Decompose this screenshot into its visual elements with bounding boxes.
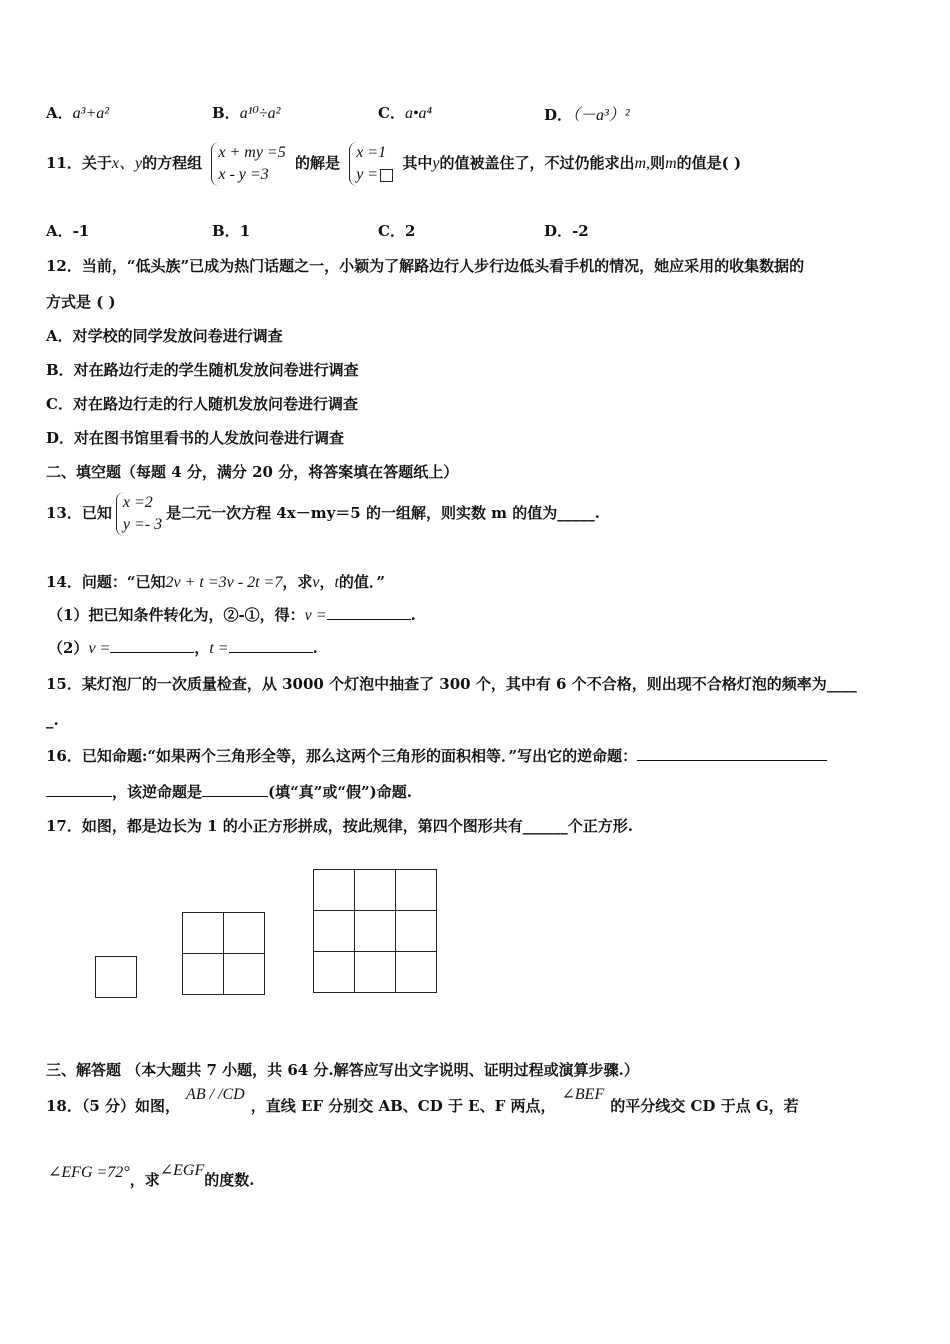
q11-question: 11．关于x、y的方程组 x + my =5 x - y =3 的解是 x =1 y = 其中y的值被盖住了，不过仍能求出m,则m的值是( ) bbox=[46, 138, 741, 189]
q14-blank1 bbox=[327, 605, 411, 620]
q14-blank3 bbox=[229, 638, 313, 653]
q14-blank2 bbox=[110, 638, 194, 653]
q16-blank2 bbox=[46, 782, 112, 797]
q18-line1: 18．（5 分）如图，AB / /CD，直线 EF 分别交 AB、CD 于 E、F 两点，∠BEF的平分线交 CD 于点 G，若 bbox=[46, 1086, 799, 1115]
q16-line2: ，该逆命题是 (填“真”或“假”)命题. bbox=[46, 782, 412, 802]
q12-option-d: D．对在图书馆里看书的人发放问卷进行调查 bbox=[46, 429, 345, 447]
covered-box bbox=[380, 169, 393, 182]
q10-option-c: C．a•a⁴ bbox=[378, 104, 433, 122]
q17-question: 17．如图，都是边长为 1 的小正方形拼成，按此规律，第四个图形共有______个正方形. bbox=[46, 817, 633, 835]
figure-3x3 bbox=[313, 869, 437, 993]
q11-option-c: C．2 bbox=[378, 222, 416, 240]
q14-question: 14．问题：“已知2v + t =3v - 2t =7，求v，t的值．” bbox=[46, 573, 386, 591]
q18-line2: ∠EFG =72°，求∠EGF的度数. bbox=[48, 1162, 255, 1189]
section3-heading: 三、解答题 （本大题共 7 小题，共 64 分.解答应写出文字说明、证明过程或演算步骤.） bbox=[46, 1061, 639, 1079]
q11-option-d: D．-2 bbox=[544, 222, 589, 240]
q11-option-a: A．-1 bbox=[46, 222, 90, 240]
figure-1x1 bbox=[95, 956, 137, 998]
q10-option-a: A．a³+a² bbox=[46, 104, 110, 122]
q12-line1: 12．当前，“低头族”已成为热门话题之一，小颖为了解路边行人步行边低头看手机的情况，她应采用的收集数据的 bbox=[46, 257, 805, 275]
q11-equation-system: x + my =5 x - y =3 bbox=[211, 142, 285, 186]
q10-option-b: B．a¹⁰÷a² bbox=[212, 104, 281, 122]
q10-option-d: D．（－a³）² bbox=[544, 106, 630, 124]
q12-option-a: A．对学校的同学发放问卷进行调查 bbox=[46, 327, 283, 345]
q16-blank1 bbox=[637, 746, 827, 761]
q15-line1: 15．某灯泡厂的一次质量检查，从 3000 个灯泡中抽查了 300 个，其中有 6 个不合格，则出现不合格灯泡的频率为____ bbox=[46, 675, 857, 693]
figure-2x2 bbox=[182, 912, 265, 995]
q12-option-c: C．对在路边行走的行人随机发放问卷进行调查 bbox=[46, 395, 358, 413]
q13-question: 13．已知 x =2 y =- 3 是二元一次方程 4x－my＝5 的一组解，则实数 m 的值为_____. bbox=[46, 488, 600, 538]
q11-option-b: B．1 bbox=[212, 222, 251, 240]
q13-system: x =2 y =- 3 bbox=[116, 492, 162, 536]
q16-line1: 16．已知命题:“如果两个三角形全等，那么这两个三角形的面积相等．”写出它的逆命题： bbox=[46, 746, 827, 766]
q16-blank3 bbox=[202, 782, 268, 797]
q11-solution-system: x =1 y = bbox=[349, 142, 393, 186]
q15-line2: _. bbox=[46, 711, 59, 729]
q12-line2: 方式是 ( ) bbox=[46, 293, 116, 311]
q14-part2: （2）v = ，t = . bbox=[48, 639, 318, 657]
section2-heading: 二、填空题（每题 4 分，满分 20 分，将答案填在答题纸上） bbox=[46, 463, 459, 481]
q14-part1: （1）把已知条件转化为，②-①，得：v = . bbox=[48, 606, 416, 624]
q12-option-b: B．对在路边行走的学生随机发放问卷进行调查 bbox=[46, 361, 359, 379]
